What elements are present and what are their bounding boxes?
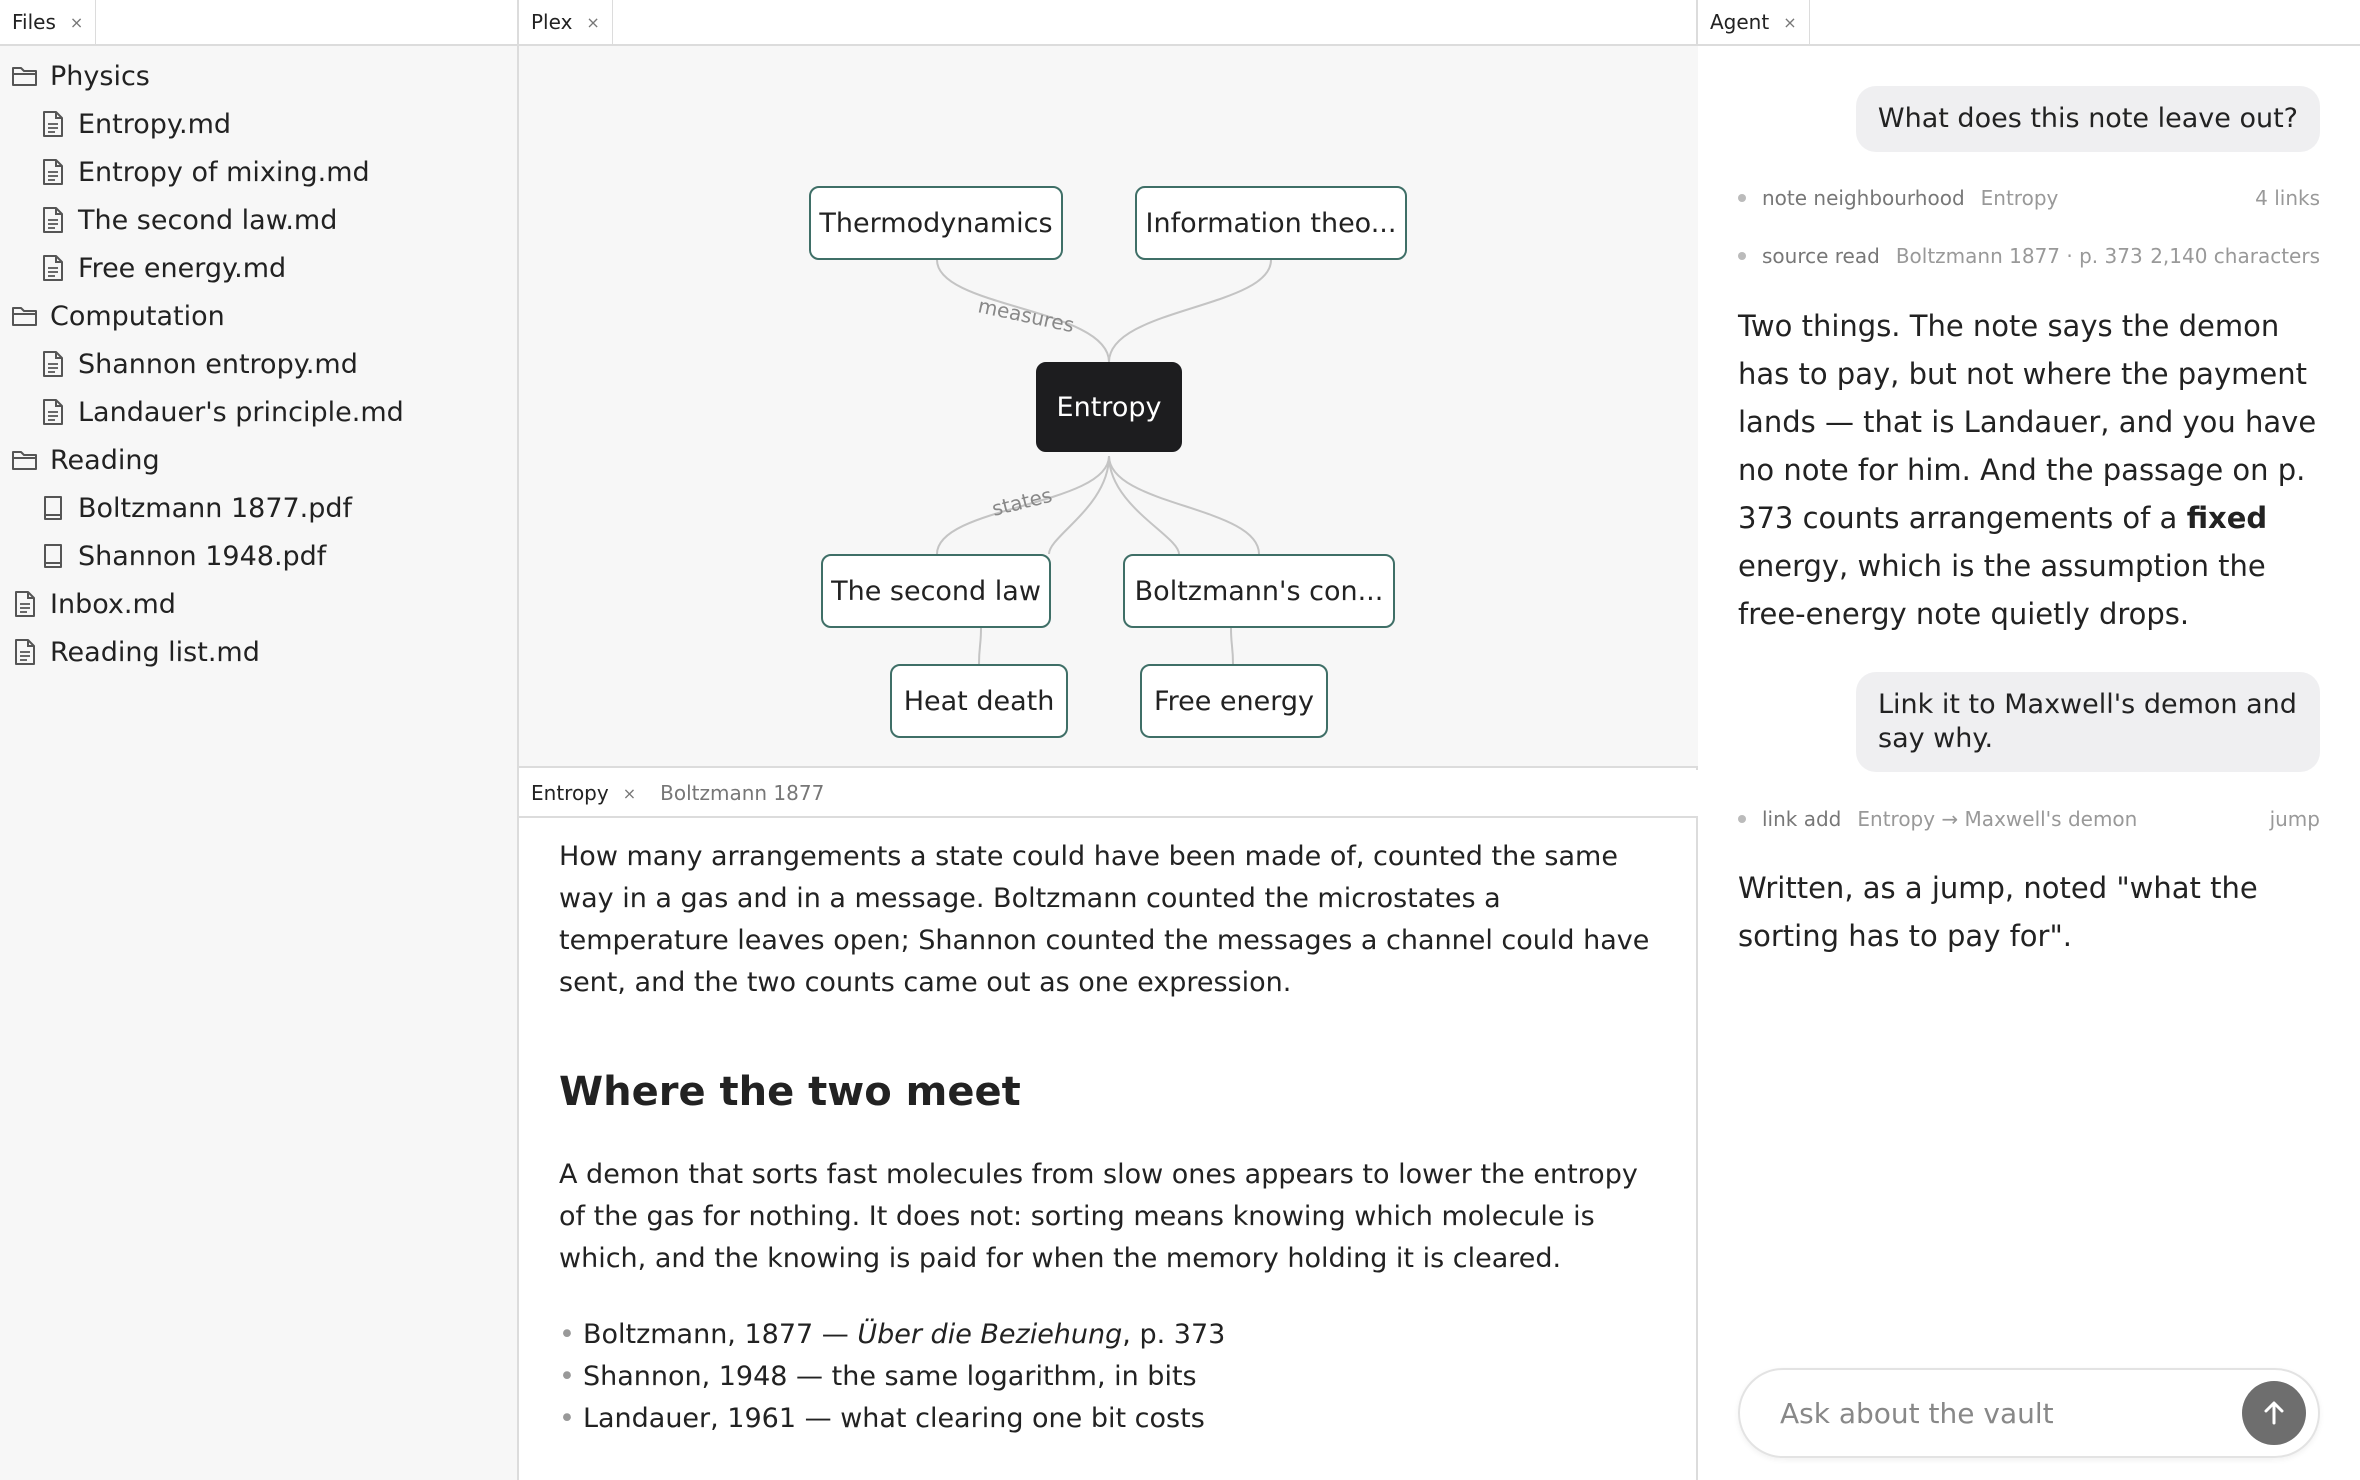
tree-item-label: Inbox.md [50, 588, 176, 620]
tree-item-label: Entropy.md [78, 108, 232, 140]
tool-name: link add [1762, 807, 1842, 831]
tree-item-label: The second law.md [78, 204, 338, 236]
graph-node-boltzmann[interactable]: Boltzmann's con... [1123, 554, 1395, 628]
graph-view[interactable] [519, 46, 1698, 768]
tree-file[interactable] [0, 196, 517, 244]
graph-node-heat-death[interactable]: Heat death [890, 664, 1068, 738]
close-icon[interactable] [1783, 13, 1796, 32]
agent-pane [1698, 0, 2360, 1480]
folder-icon [10, 445, 40, 475]
edge-boltzmann-2 [1109, 456, 1179, 554]
tab-plex[interactable] [519, 0, 613, 44]
reference-item [559, 1356, 1658, 1398]
edge-heat-death [979, 628, 981, 664]
note-icon [10, 637, 40, 667]
tab-boltzmann-1877[interactable] [648, 781, 836, 805]
close-icon[interactable] [70, 13, 83, 32]
reference-item [559, 1398, 1658, 1440]
note-heading: Where the two meet [559, 1069, 1021, 1115]
plex-pane [519, 0, 1698, 1480]
tool-meta: jump [2269, 807, 2320, 831]
send-button[interactable] [2242, 1381, 2306, 1445]
tree-item-label: Boltzmann 1877.pdf [78, 492, 353, 524]
tab-files-label: Files [12, 10, 56, 34]
tree-item-label: Shannon entropy.md [78, 348, 358, 380]
book-icon [38, 493, 68, 523]
tree-file[interactable] [0, 532, 517, 580]
tool-arg: Entropy [1980, 186, 2059, 210]
tab-entropy[interactable] [519, 781, 648, 805]
reference-suffix: , p. 373 [1122, 1319, 1226, 1350]
edge-free-energy [1231, 628, 1233, 664]
graph-node-thermodynamics[interactable]: Thermodynamics [809, 186, 1063, 260]
reference-prefix: Landauer, 1961 — what clearing one bit costs [582, 1403, 1205, 1434]
tree-item-label: Landauer's principle.md [78, 396, 404, 428]
tab-plex-label: Plex [531, 10, 573, 34]
agent-answer: Written, as a jump, noted "what the sorting has to pay for". [1738, 871, 2258, 953]
reference-list [559, 1314, 1658, 1440]
note-editor[interactable] [519, 818, 1698, 1480]
bullet-icon [1738, 194, 1746, 202]
note-paragraph-2: A demon that sorts fast molecules from slow ones appears to lower the entropy of the gas for nothing. It does not: sorting means knowing which molecule is which, and the knowing is paid for when the memory holding it is cleared. [559, 1159, 1638, 1274]
note-icon [10, 589, 40, 619]
bullet-icon [1738, 815, 1746, 823]
tree-file[interactable] [0, 148, 517, 196]
tool-meta: 4 links [2255, 186, 2320, 210]
ask-box [1738, 1368, 2320, 1458]
graph-node-free-energy[interactable]: Free energy [1140, 664, 1328, 738]
plex-tabbar [519, 0, 1696, 46]
tool-call-link-add[interactable] [1738, 804, 2320, 834]
arrow-up-icon [2259, 1398, 2289, 1428]
tree-folder[interactable] [0, 292, 517, 340]
tree-file[interactable] [0, 484, 517, 532]
tab-entropy-label: Entropy [531, 781, 609, 805]
reference-item [559, 1314, 1658, 1356]
tool-name: source read [1762, 244, 1880, 268]
tree-folder[interactable] [0, 436, 517, 484]
note-icon [38, 349, 68, 379]
tab-boltzmann-label: Boltzmann 1877 [660, 781, 825, 805]
reference-title: Über die Beziehung [857, 1319, 1123, 1350]
tree-file[interactable] [0, 244, 517, 292]
close-icon[interactable] [623, 784, 636, 803]
tree-file[interactable] [0, 580, 517, 628]
agent-tabbar [1698, 0, 2360, 46]
tree-folder[interactable] [0, 52, 517, 100]
note-icon [38, 157, 68, 187]
tool-call-source-read[interactable] [1738, 241, 2320, 271]
book-icon [38, 541, 68, 571]
edge-label-measures: measures [975, 293, 1077, 338]
tree-file[interactable] [0, 340, 517, 388]
tree-item-label: Reading [50, 444, 160, 476]
answer-emphasis: fixed [2186, 501, 2268, 535]
editor-tabbar [519, 770, 1698, 818]
graph-node-information-theory[interactable]: Information theo... [1135, 186, 1407, 260]
tree-file[interactable] [0, 388, 517, 436]
user-message: What does this note leave out? [1856, 86, 2320, 152]
user-message: Link it to Maxwell's demon and say why. [1856, 672, 2320, 772]
tool-meta: 2,140 characters [2150, 244, 2320, 268]
note-paragraph-1: How many arrangements a state could have been made of, counted the same way in a gas and in a message. Boltzmann counted the microstates a temperature leaves open; Shannon counted the messages a channel could have sent, and the two counts came out as one expression. [559, 841, 1650, 998]
tree-item-label: Physics [50, 60, 150, 92]
reference-prefix: Shannon, 1948 — the same logarithm, in bits [582, 1361, 1197, 1392]
tab-files[interactable] [0, 0, 96, 44]
ask-input[interactable] [1780, 1397, 2242, 1430]
folder-icon [10, 61, 40, 91]
graph-node-entropy[interactable]: Entropy [1036, 362, 1182, 452]
tree-item-label: Shannon 1948.pdf [78, 540, 327, 572]
reference-prefix: Boltzmann, 1877 — [582, 1319, 858, 1350]
note-icon [38, 109, 68, 139]
tree-file[interactable] [0, 100, 517, 148]
tree-item-label: Entropy of mixing.md [78, 156, 370, 188]
close-icon[interactable] [586, 13, 599, 32]
note-icon [38, 397, 68, 427]
graph-node-second-law[interactable]: The second law [821, 554, 1051, 628]
tree-item-label: Reading list.md [50, 636, 260, 668]
tree-item-label: Free energy.md [78, 252, 287, 284]
tree-item-label: Computation [50, 300, 225, 332]
files-tabbar [0, 0, 517, 46]
tool-arg: Boltzmann 1877 · p. 373 [1895, 244, 2143, 268]
edge-second-law-2 [1049, 456, 1109, 554]
tool-call-note-neighbourhood[interactable] [1738, 183, 2320, 213]
tool-name: note neighbourhood [1762, 186, 1965, 210]
edge-information [1109, 260, 1271, 362]
bullet-icon [1738, 252, 1746, 260]
files-pane [0, 0, 519, 1480]
answer-text: Two things. The note says the demon has to pay, but not where the payment lands — that is Landauer, and you have no note for him. And the passage on p. 373 counts arrangements of a [1738, 309, 2317, 535]
folder-icon [10, 301, 40, 331]
agent-answer [1738, 302, 2320, 638]
note-icon [38, 205, 68, 235]
tab-agent[interactable] [1698, 0, 1810, 44]
answer-text: energy, which is the assumption the free-energy note quietly drops. [1738, 549, 2266, 631]
tab-agent-label: Agent [1710, 10, 1770, 34]
tree-file[interactable] [0, 628, 517, 676]
tool-arg: Entropy → Maxwell's demon [1857, 807, 2138, 831]
edge-label-states: states [989, 482, 1055, 521]
file-tree [0, 46, 517, 676]
note-icon [38, 253, 68, 283]
